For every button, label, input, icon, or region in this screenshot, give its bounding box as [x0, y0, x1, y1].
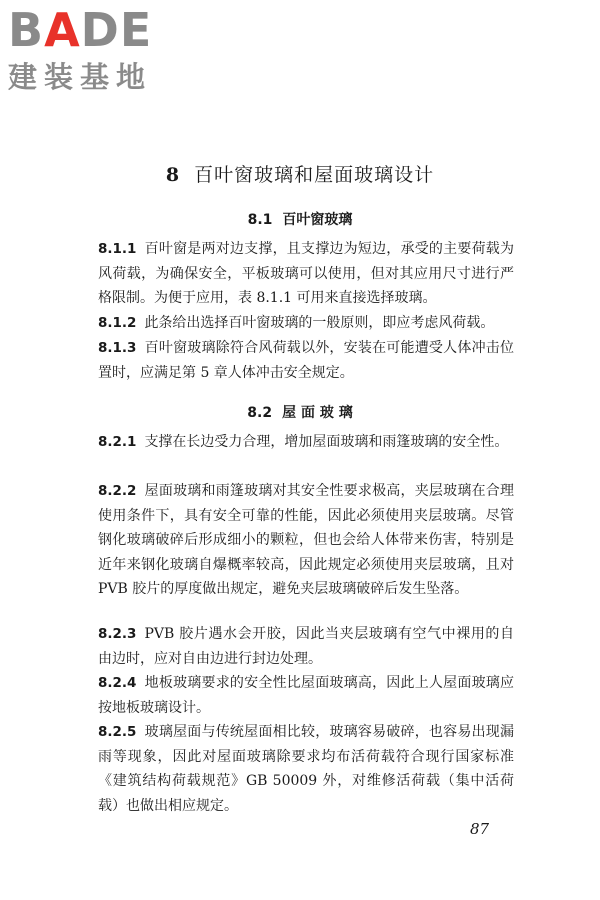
clause-8-2-4: 8.2.4 地板玻璃要求的安全性比屋面玻璃高，因此上人屋面玻璃应按地板玻璃设计。 — [98, 675, 514, 716]
chapter-title — [0, 160, 600, 187]
section-title-8-2: 8.2 屋 面 玻 璃 — [247, 405, 353, 421]
clause-8-1-2: 8.1.2 此条给出选择百叶窗玻璃的一般原则，即应考虑风荷载。 — [98, 315, 495, 331]
chapter-number: 8 — [165, 164, 181, 186]
clause-8-2-2: 8.2.2 屋面玻璃和雨篷玻璃对其安全性要求极高，夹层玻璃在合理使用条件下，具有安全可靠的性能，因此必须使用夹层玻璃。尽管钢化玻璃破碎后形成细小的颗粒，但也会给人体带来伤害，特别是近年来钢化玻璃自爆概率较高，因此规定必须使用夹层玻璃，且对 PVB 胶片的厚度做出规定，避免夹层玻璃破碎后发生坠落。 — [98, 483, 514, 597]
section-title-8-1: 8.1 百叶窗玻璃 — [247, 212, 353, 228]
chapter-title-text: 百叶窗玻璃和屋面玻璃设计 — [194, 164, 435, 186]
bade-logo — [8, 4, 178, 100]
logo-subtitle: 建装基地 — [8, 60, 153, 94]
clause-8-2-1: 8.2.1 支撑在长边受力合理，增加屋面玻璃和雨篷玻璃的安全性。 — [98, 434, 509, 450]
clause-8-2-3: 8.2.3 PVB 胶片遇水会开胶，因此当夹层玻璃有空气中裸用的自由边时，应对自由边进行封边处理。 — [98, 626, 514, 667]
logo-wordmark: BADE — [8, 3, 153, 57]
clause-8-1-1: 8.1.1 百叶窗是两对边支撑，且支撑边为短边，承受的主要荷载为风荷载，为确保安全，平板玻璃可以使用，但对其应用尺寸进行严格限制。为便于应用，表 8.1.1 可用来直接选择玻璃。 — [98, 241, 514, 306]
page-number: 87 — [470, 820, 490, 838]
clause-8-1-3: 8.1.3 百叶窗玻璃除符合风荷载以外，安装在可能遭受人体冲击位置时，应满足第 5 章人体冲击安全规定。 — [98, 340, 514, 381]
clause-8-2-5: 8.2.5 玻璃屋面与传统屋面相比较，玻璃容易破碎，也容易出现漏雨等现象，因此对屋面玻璃除要求均布活荷载符合现行国家标准《建筑结构荷载规范》GB 50009 外，对维修活荷载（集中活荷载）也做出相应规定。 — [98, 724, 514, 814]
